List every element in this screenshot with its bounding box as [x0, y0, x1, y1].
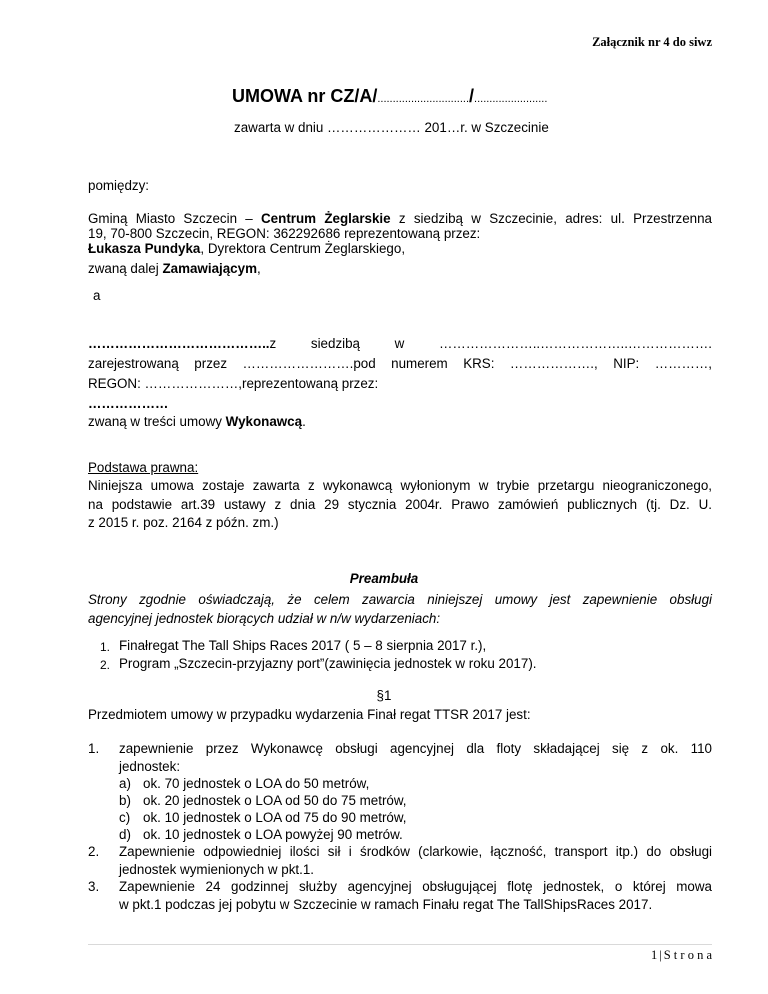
party2-row1 [88, 336, 712, 351]
sub-item: ok. 70 jednostek o LOA do 50 metrów, [143, 776, 370, 791]
party2-name-dots [88, 336, 276, 351]
preamble-heading: Preambuła [349, 571, 419, 586]
legal-line1: Niniejsza umowa zostaje zawarta z wykonawcą wyłonionym w trybie przetargu nieograniczonego, [88, 478, 712, 493]
party2-role: Wykonawcą [225, 414, 303, 429]
footer-rule [88, 944, 712, 945]
section-symbol: §1 [376, 688, 392, 703]
krs-dots: ………………., [509, 356, 598, 371]
page-number: 1 [650, 948, 658, 962]
item3-line2: w pkt.1 podczas jej pobytu w Szczecinie w ramach Finału regat The TallShipsRaces 2017. [119, 897, 653, 912]
page-footer [651, 948, 712, 963]
party2-seat-dots: …………………..………………..………………. [438, 336, 712, 351]
item2-line2: jednostek wymienionych w pkt.1. [119, 862, 315, 877]
title-main: UMOWA nr CZ/A/ [232, 86, 378, 106]
party1-text: Gminą Miasto Szczecin – [88, 211, 262, 226]
by-label: przez [194, 356, 228, 371]
page-label: S t r o n a [663, 948, 712, 962]
party1-name: Centrum Żeglarskie [261, 211, 391, 226]
legal-heading: Podstawa prawna: [88, 460, 199, 475]
nip-dots: …………, [654, 356, 712, 371]
sub-letter: b) [119, 793, 131, 808]
title-slash: / [469, 86, 475, 106]
party2-rep-dots: ……………… [88, 396, 169, 411]
preamble-line2: agencyjnej jednostek biorących udział w n/w wydarzeniach: [88, 611, 441, 626]
party1-line2: 19, 70-800 Szczecin, REGON: 362292686 reprezentowaną przez: [88, 226, 481, 241]
item-number: 1. [88, 741, 100, 756]
party2-z: z [269, 336, 277, 351]
sub-letter: d) [119, 827, 131, 842]
party1-line4 [88, 261, 712, 276]
sub-item: ok. 20 jednostek o LOA od 50 do 75 metrów, [143, 793, 407, 808]
party1-line1 [88, 211, 712, 226]
party2-row2 [88, 356, 712, 371]
party2-called-text: zwaną w treści umowy [88, 414, 226, 429]
registered-label: zarejestrowaną [88, 356, 179, 371]
item1-line2: jednostek: [119, 759, 181, 774]
party1-comma: , [257, 261, 261, 276]
section-intro: Przedmiotem umowy w przypadku wydarzenia Finał regat TTSR 2017 jest: [88, 707, 531, 722]
contract-subtitle: zawarta w dniu ………………… 201…r. w Szczecinie [234, 120, 549, 135]
party2-called [88, 414, 712, 429]
title-dots-2: ........................ [474, 93, 548, 105]
footer-separator: | [659, 948, 662, 962]
nip-label: NIP: [613, 356, 640, 371]
sub-letter: c) [119, 810, 131, 825]
attachment-label: Załącznik nr 4 do siwz [592, 35, 712, 49]
party2-name-placeholder: ………………………………….. [88, 336, 270, 351]
item3-line1: Zapewnienie 24 godzinnej służby agencyjnej obsługującej flotę jednostek, o której mowa [119, 879, 712, 894]
krs-label: KRS: [463, 356, 495, 371]
item-number: 2. [88, 844, 100, 859]
preamble-item-num: 2. [100, 658, 111, 672]
party1-address: z siedzibą w Szczecinie, adres: ul. Przestrzenna [390, 211, 712, 226]
between-label: pomiędzy: [88, 178, 150, 193]
party2-period: . [302, 414, 306, 429]
number-label: numerem [391, 356, 448, 371]
party2-seat-label: siedzibą [310, 336, 361, 351]
director-role: , Dyrektora Centrum Żeglarskiego, [200, 241, 406, 256]
party2-in: w [394, 336, 405, 351]
sub-item: ok. 10 jednostek o LOA powyżej 90 metrów. [143, 827, 403, 842]
preamble-line1: Strony zgodnie oświadczają, że celem zawarcia niniejszej umowy jest zapewnienie obsługi [88, 592, 712, 607]
and-label: a [93, 288, 101, 303]
item2-line1: Zapewnienie odpowiedniej ilości sił i środków (clarkowie, łączność, transport itp.) do obsługi [119, 844, 712, 859]
title-dots-1: .............................. [377, 93, 470, 105]
party1-role: Zamawiającym [162, 261, 257, 276]
preamble-item: Program „Szczecin-przyjazny port”(zawinięcia jednostek w roku 2017). [119, 656, 537, 671]
item-number: 3. [88, 879, 100, 894]
party1-called: zwaną dalej [88, 261, 163, 276]
contract-title [232, 86, 547, 107]
legal-line3: z 2015 r. poz. 2164 z późn. zm.) [88, 515, 279, 530]
preamble-item-num: 1. [100, 640, 111, 654]
sub-item: ok. 10 jednostek o LOA od 75 do 90 metrów, [143, 810, 407, 825]
registry-dots: …………………….pod [242, 356, 376, 371]
director-name: Łukasza Pundyka [88, 241, 201, 256]
item1-line1: zapewnienie przez Wykonawcę obsługi agencyjnej dla floty składającej się z ok. 110 [119, 741, 712, 756]
party2-regon: REGON: …………………,reprezentowaną przez: [88, 376, 379, 391]
legal-line2: na podstawie art.39 ustawy z dnia 29 stycznia 2004r. Prawo zamówień publicznych (tj. Dz. U. [88, 497, 712, 512]
preamble-item: Finałregat The Tall Ships Races 2017 ( 5 – 8 sierpnia 2017 r.), [119, 638, 487, 653]
sub-letter: a) [119, 776, 131, 791]
party1-line3 [88, 241, 712, 256]
